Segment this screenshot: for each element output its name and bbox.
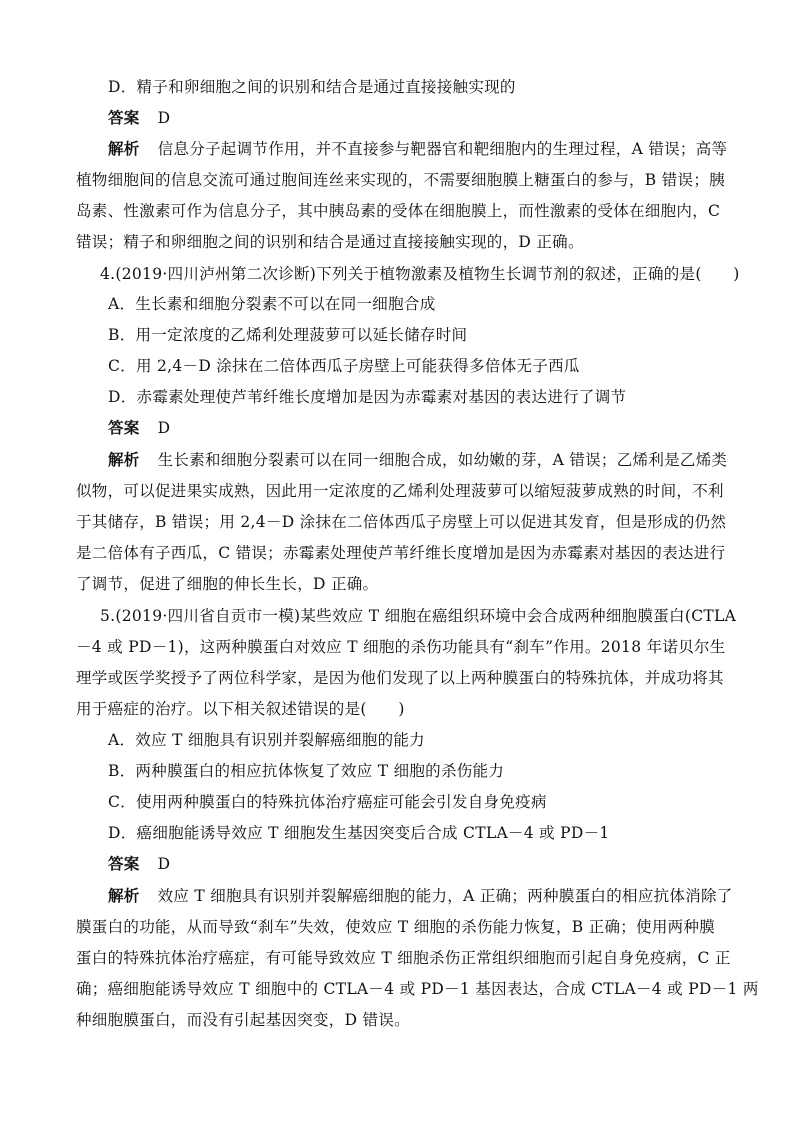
q4-analysis-line-5: 了调节，促进了细胞的伸长生长，D 正确。 bbox=[76, 575, 379, 593]
analysis-label: 解析 bbox=[108, 887, 140, 905]
q4-analysis-line-3: 于其储存，B 错误；用 2,4－D 涂抹在二倍体西瓜子房壁上可以促进其发育，但是形成的仍然 bbox=[76, 513, 727, 531]
q5-answer bbox=[108, 854, 768, 874]
answer-label: 答案 bbox=[108, 419, 140, 437]
q5-stem-line-3: 理学或医学奖授予了两位科学家，是因为他们发现了以上两种膜蛋白的特殊抗体，并成功将其 bbox=[76, 669, 724, 687]
q4-option-a: A．生长素和细胞分裂素不可以在同一细胞合成 bbox=[108, 295, 436, 313]
analysis-text: 信息分子起调节作用，并不直接参与靶器官和靶细胞内的生理过程，A 错误；高等 bbox=[157, 140, 728, 158]
analysis-text: 效应 T 细胞具有识别并裂解癌细胞的能力，A 正确；两种膜蛋白的相应抗体消除了 bbox=[157, 887, 733, 905]
q5-analysis-line-3: 蛋白的特殊抗体治疗癌症，有可能导致效应 T 细胞杀伤正常组织细胞而引起自身免疫病，C 正 bbox=[76, 949, 731, 967]
q3-analysis-line-4: 错误；精子和卵细胞之间的识别和结合是通过直接接触实现的，D 正确。 bbox=[76, 233, 584, 251]
q5-stem-line-4: 用于癌症的治疗。以下相关叙述错误的是( ) bbox=[76, 700, 405, 718]
q4-answer bbox=[108, 418, 768, 438]
q5-analysis-line-5: 种细胞膜蛋白，而没有引起基因突变，D 错误。 bbox=[76, 1011, 410, 1029]
q5-analysis-line-4: 确；癌细胞能诱导效应 T 细胞中的 CTLA－4 或 PD－1 基因表达，合成 CTLA－4 或 PD－1 两 bbox=[76, 980, 759, 998]
q4-stem: 4.(2019·四川泸州第二次诊断)下列关于植物激素及植物生长调节剂的叙述，正确的是( ) bbox=[100, 265, 740, 283]
q3-analysis-line-2: 植物细胞间的信息交流可通过胞间连丝来实现的，不需要细胞膜上糖蛋白的参与，B 错误；胰 bbox=[76, 171, 725, 189]
q5-option-d: D．癌细胞能诱导效应 T 细胞发生基因突变后合成 CTLA－4 或 PD－1 bbox=[108, 824, 610, 842]
analysis-label: 解析 bbox=[108, 451, 140, 469]
analysis-label: 解析 bbox=[108, 140, 140, 158]
q4-analysis-line-1 bbox=[108, 450, 768, 470]
q5-analysis-line-2: 膜蛋白的功能，从而导致“刹车”失效，使效应 T 细胞的杀伤能力恢复，B 正确；使用两种膜 bbox=[76, 918, 716, 936]
q3-analysis-line-1 bbox=[108, 139, 768, 159]
q5-option-a: A．效应 T 细胞具有识别并裂解癌细胞的能力 bbox=[108, 731, 425, 749]
q4-option-b: B．用一定浓度的乙烯利处理菠萝可以延长储存时间 bbox=[108, 326, 468, 344]
answer-value: D bbox=[157, 109, 171, 127]
q5-stem-line-1: 5.(2019·四川省自贡市一模)某些效应 T 细胞在癌组织环境中会合成两种细胞膜蛋白(CTLA bbox=[100, 607, 737, 625]
answer-value: D bbox=[157, 419, 171, 437]
analysis-text: 生长素和细胞分裂素可以在同一细胞合成，如幼嫩的芽，A 错误；乙烯利是乙烯类 bbox=[157, 451, 728, 469]
q5-stem-line-2: －4 或 PD－1)，这两种膜蛋白对效应 T 细胞的杀伤功能具有“刹车”作用。2018 年诺贝尔生 bbox=[76, 638, 726, 656]
answer-label: 答案 bbox=[108, 109, 140, 127]
q4-option-c: C．用 2,4－D 涂抹在二倍体西瓜子房壁上可能获得多倍体无子西瓜 bbox=[108, 357, 580, 375]
answer-value: D bbox=[157, 855, 171, 873]
q4-analysis-line-2: 似物，可以促进果实成熟，因此用一定浓度的乙烯利处理菠萝可以缩短菠萝成熟的时间，不利 bbox=[76, 482, 724, 500]
q4-analysis-line-4: 是二倍体有子西瓜，C 错误；赤霉素处理使芦苇纤维长度增加是因为赤霉素对基因的表达进行 bbox=[76, 544, 726, 562]
q3-option-d: D．精子和卵细胞之间的识别和结合是通过直接接触实现的 bbox=[108, 78, 516, 96]
q5-analysis-line-1 bbox=[108, 886, 768, 906]
q5-option-c: C．使用两种膜蛋白的特殊抗体治疗癌症可能会引发自身免疫病 bbox=[108, 793, 547, 811]
q4-option-d: D．赤霉素处理使芦苇纤维长度增加是因为赤霉素对基因的表达进行了调节 bbox=[108, 388, 627, 406]
q3-analysis-line-3: 岛素、性激素可作为信息分子，其中胰岛素的受体在细胞膜上，而性激素的受体在细胞内，C bbox=[76, 202, 721, 220]
answer-label: 答案 bbox=[108, 855, 140, 873]
q3-answer bbox=[108, 108, 768, 128]
q5-option-b: B．两种膜蛋白的相应抗体恢复了效应 T 细胞的杀伤能力 bbox=[108, 762, 505, 780]
